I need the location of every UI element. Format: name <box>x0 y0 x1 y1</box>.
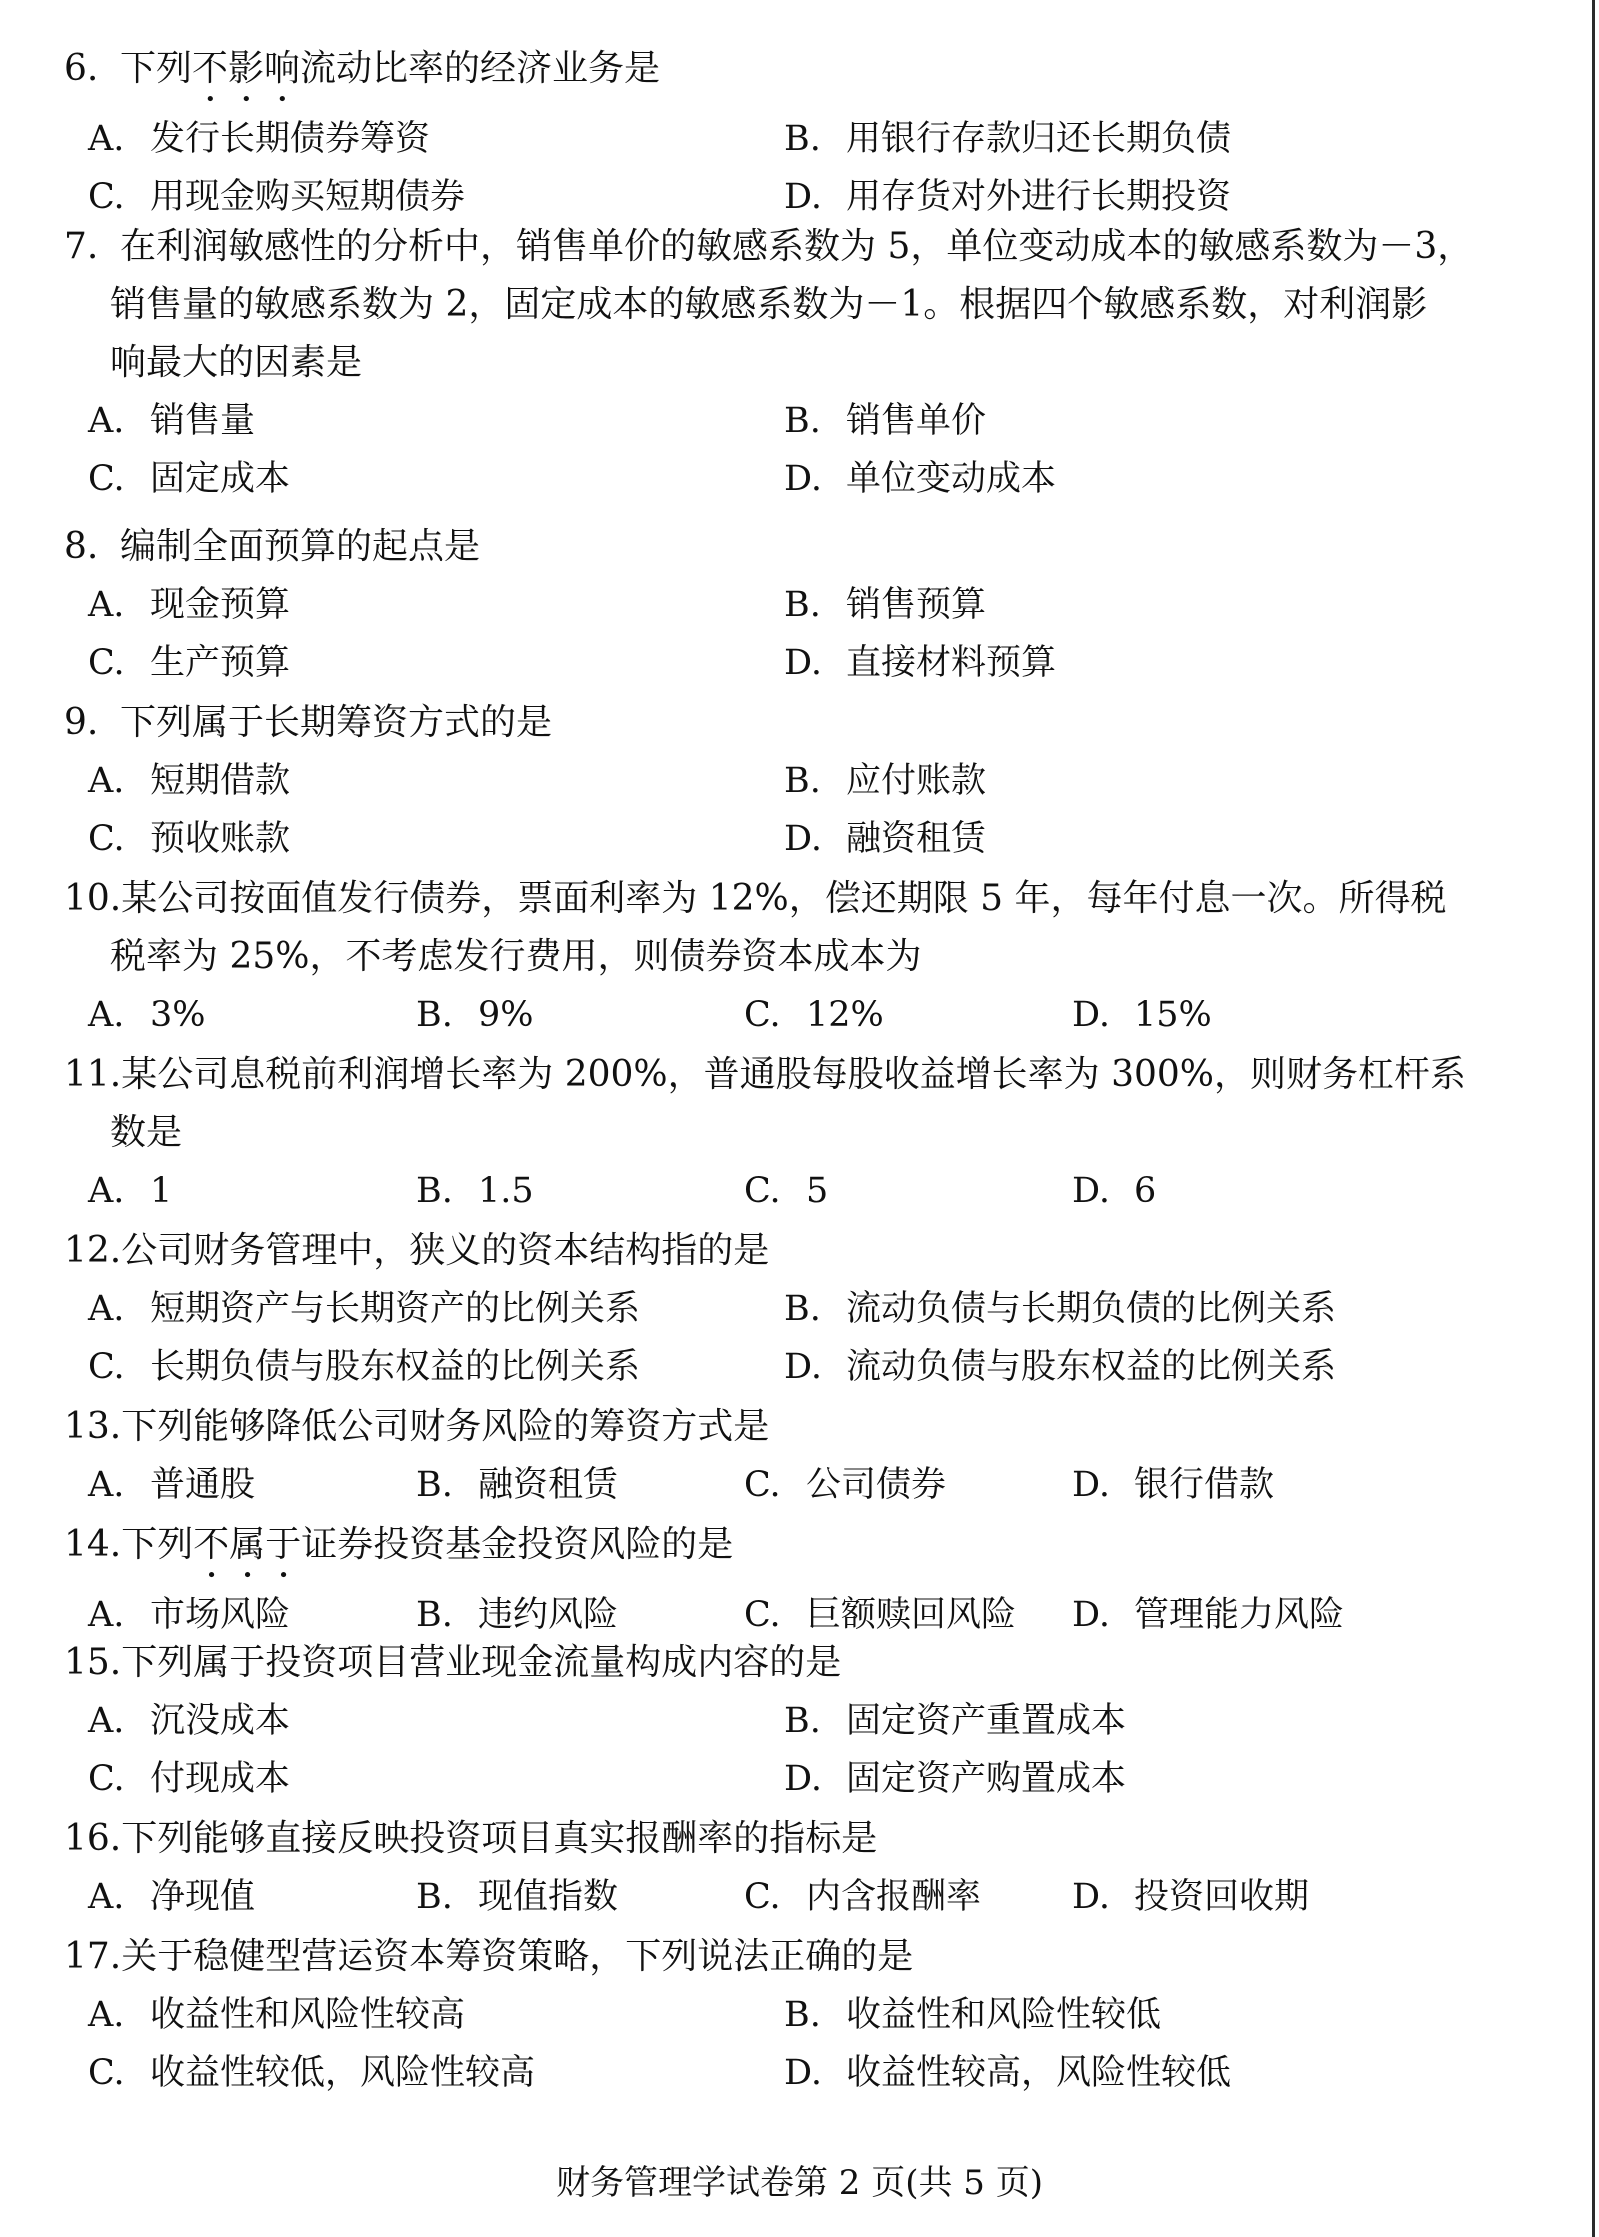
question-stem <box>64 870 1454 928</box>
question-stem <box>64 1398 1454 1456</box>
question-stem <box>64 694 1454 752</box>
question-number: 7. <box>64 226 99 267</box>
question-16 <box>64 1810 1454 1926</box>
option-b: B. 现值指数 <box>416 1877 619 1917</box>
question-number: 16. <box>64 1818 122 1859</box>
option-a: A. 短期资产与长期资产的比例关系 <box>88 1289 641 1329</box>
scan-edge-line <box>1592 0 1595 2237</box>
options-2col <box>64 1338 1454 1396</box>
options-2col <box>64 392 1454 450</box>
options-4col <box>64 1456 1454 1514</box>
question-text: 下列能够降低公司财务风险的筹资方式是 <box>121 1406 770 1447</box>
question-12 <box>64 1222 1454 1396</box>
question-stem <box>64 1222 1454 1280</box>
option-d: D. 固定资产购置成本 <box>784 1759 1127 1799</box>
option-c: C. 收益性较低，风险性较高 <box>88 2053 536 2093</box>
options-2col <box>64 1750 1454 1808</box>
question-stem <box>64 1046 1466 1104</box>
option-a: A. 净现值 <box>88 1877 256 1917</box>
question-stem <box>64 1634 1454 1692</box>
question-text: 某公司按面值发行债券，票面利率为 12%，偿还期限 5 年，每年付息一次。所得税 <box>121 878 1447 919</box>
page-footer: 财务管理学试卷第 2 页(共 5 页) <box>555 2163 1044 2203</box>
options-2col <box>64 1692 1454 1750</box>
option-b: B. 流动负债与长期负债的比例关系 <box>784 1289 1337 1329</box>
question-stem <box>64 1516 1454 1586</box>
option-a: A. 发行长期债券筹资 <box>88 119 431 159</box>
option-c: C. 用现金购买短期债券 <box>88 177 466 217</box>
options-2col <box>64 2044 1454 2102</box>
option-c: C. 巨额赎回风险 <box>744 1595 1017 1635</box>
question-17 <box>64 1928 1454 2102</box>
question-number: 13. <box>64 1406 122 1447</box>
question-stem-continued: 销售量的敏感系数为 2，固定成本的敏感系数为－1。根据四个敏感系数，对利润影 <box>110 284 1428 325</box>
question-14 <box>64 1516 1454 1644</box>
question-stem <box>64 518 1454 576</box>
question-7 <box>64 218 1474 508</box>
option-c: C. 12% <box>744 995 884 1035</box>
option-d: D. 单位变动成本 <box>784 459 1057 499</box>
option-d: D. 投资回收期 <box>1072 1877 1310 1917</box>
question-text: 公司财务管理中，狭义的资本结构指的是 <box>121 1230 770 1271</box>
option-b: B. 1.5 <box>416 1171 534 1211</box>
question-number: 9. <box>64 702 99 743</box>
option-b: B. 9% <box>416 995 534 1035</box>
option-a: A. 沉没成本 <box>88 1701 291 1741</box>
option-b: B. 融资租赁 <box>416 1465 619 1505</box>
question-13 <box>64 1398 1454 1514</box>
question-number: 10. <box>64 878 122 919</box>
option-a: A. 现金预算 <box>88 585 291 625</box>
question-text: 关于稳健型营运资本筹资策略，下列说法正确的是 <box>121 1936 914 1977</box>
option-a: A. 普通股 <box>88 1465 256 1505</box>
option-b: B. 固定资产重置成本 <box>784 1701 1127 1741</box>
option-d: D. 用存货对外进行长期投资 <box>784 177 1232 217</box>
question-stem-continued: 响最大的因素是 <box>110 342 363 383</box>
option-b: B. 销售单价 <box>784 401 987 441</box>
question-text: 下列属于长期筹资方式的是 <box>120 702 553 743</box>
option-b: B. 应付账款 <box>784 761 987 801</box>
question-stem <box>64 1928 1454 1986</box>
question-stem-continued: 税率为 25%，不考虑发行费用，则债券资本成本为 <box>110 936 922 977</box>
options-4col <box>64 1162 1454 1220</box>
option-a: A. 1 <box>88 1171 173 1211</box>
question-8 <box>64 518 1454 692</box>
question-text: 在利润敏感性的分析中，销售单价的敏感系数为 5，单位变动成本的敏感系数为－3， <box>120 226 1474 267</box>
option-c: C. 预收账款 <box>88 819 291 859</box>
option-a: A. 销售量 <box>88 401 256 441</box>
options-4col <box>64 1868 1454 1926</box>
question-stem <box>64 40 1454 110</box>
option-a: A. 3% <box>88 995 206 1035</box>
options-2col <box>64 752 1454 810</box>
option-d: D. 15% <box>1072 995 1212 1035</box>
option-d: D. 直接材料预算 <box>784 643 1057 683</box>
question-11 <box>64 1046 1466 1220</box>
question-text: 下列属于投资项目营业现金流量构成内容的是 <box>121 1642 842 1683</box>
option-c: C. 5 <box>744 1171 829 1211</box>
option-b: B. 违约风险 <box>416 1595 619 1635</box>
option-a: A. 短期借款 <box>88 761 291 801</box>
option-d: D. 管理能力风险 <box>1072 1595 1345 1635</box>
option-d: D. 融资租赁 <box>784 819 987 859</box>
options-2col <box>64 110 1454 168</box>
option-b: B. 收益性和风险性较低 <box>784 1995 1162 2035</box>
question-number: 14. <box>64 1524 122 1565</box>
option-d: D. 6 <box>1072 1171 1157 1211</box>
option-a: A. 市场风险 <box>88 1595 291 1635</box>
question-stem <box>64 218 1474 276</box>
emphasis-dots-text: 不属于 <box>193 1524 302 1565</box>
question-6 <box>64 40 1454 226</box>
question-15 <box>64 1634 1454 1808</box>
question-text: 下列不影响流动比率的经济业务是 <box>120 48 661 89</box>
options-4col <box>64 986 1454 1044</box>
option-c: C. 内含报酬率 <box>744 1877 982 1917</box>
question-10 <box>64 870 1454 1044</box>
option-d: D. 流动负债与股东权益的比例关系 <box>784 1347 1337 1387</box>
options-2col <box>64 450 1454 508</box>
options-2col <box>64 1280 1454 1338</box>
option-a: A. 收益性和风险性较高 <box>88 1995 466 2035</box>
question-number: 15. <box>64 1642 122 1683</box>
question-text: 某公司息税前利润增长率为 200%，普通股每股收益增长率为 300%，则财务杠杆系 <box>121 1054 1466 1095</box>
question-stem <box>64 1810 1454 1868</box>
option-c: C. 长期负债与股东权益的比例关系 <box>88 1347 641 1387</box>
question-text: 下列能够直接反映投资项目真实报酬率的指标是 <box>121 1818 878 1859</box>
options-2col <box>64 1986 1454 2044</box>
question-number: 6. <box>64 48 99 89</box>
option-d: D. 收益性较高，风险性较低 <box>784 2053 1232 2093</box>
question-text: 下列不属于证券投资基金投资风险的是 <box>121 1524 734 1565</box>
option-b: B. 用银行存款归还长期负债 <box>784 119 1232 159</box>
question-number: 11. <box>64 1054 122 1095</box>
question-number: 17. <box>64 1936 122 1977</box>
option-c: C. 固定成本 <box>88 459 291 499</box>
question-number: 12. <box>64 1230 122 1271</box>
option-c: C. 付现成本 <box>88 1759 291 1799</box>
options-2col <box>64 576 1454 634</box>
emphasis-dots-text: 不影响 <box>192 48 301 89</box>
option-c: C. 生产预算 <box>88 643 291 683</box>
options-2col <box>64 634 1454 692</box>
option-b: B. 销售预算 <box>784 585 987 625</box>
question-text: 编制全面预算的起点是 <box>120 526 481 567</box>
question-9 <box>64 694 1454 868</box>
question-stem-continued: 数是 <box>110 1112 183 1153</box>
question-number: 8. <box>64 526 99 567</box>
options-2col <box>64 810 1454 868</box>
option-d: D. 银行借款 <box>1072 1465 1275 1505</box>
option-c: C. 公司债券 <box>744 1465 947 1505</box>
